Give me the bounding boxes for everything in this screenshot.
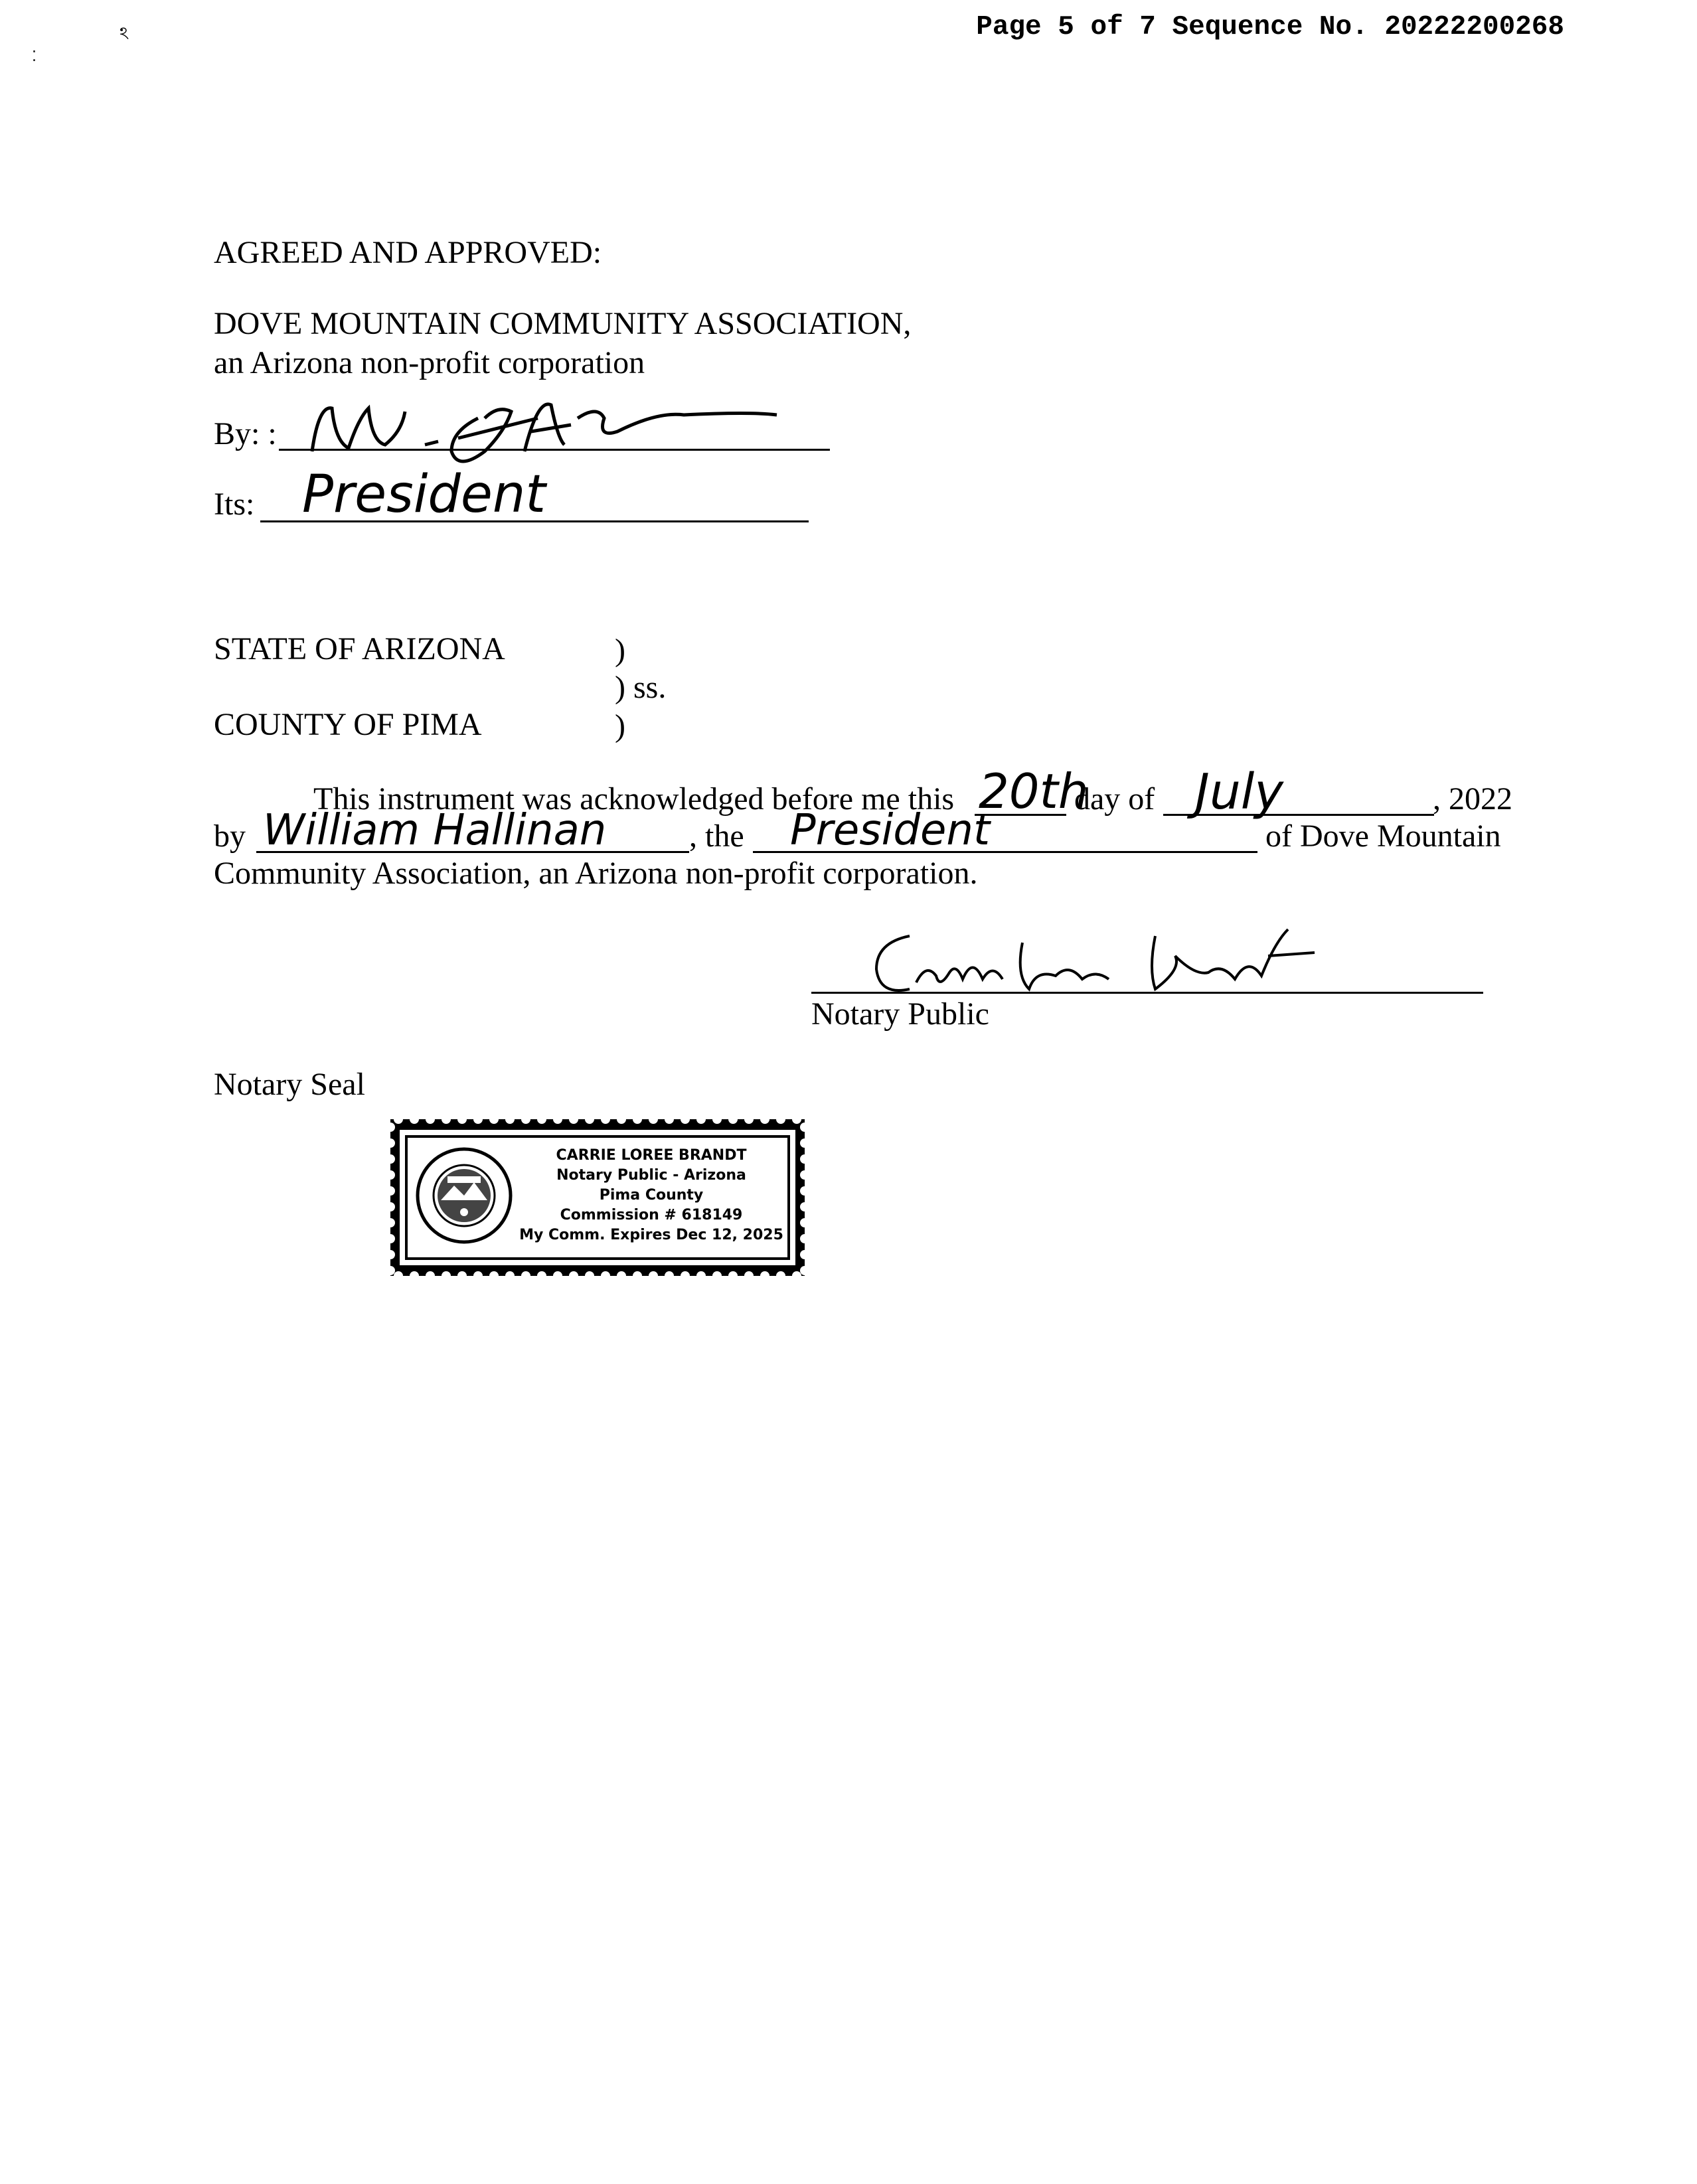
stamp-scallop xyxy=(473,1115,483,1124)
entity-type: an Arizona non-profit corporation xyxy=(214,345,645,380)
notary-stamp xyxy=(390,1119,805,1276)
county-line: COUNTY OF PIMA xyxy=(214,707,482,742)
stamp-scallop xyxy=(457,1115,467,1124)
scan-speck: ঽ xyxy=(120,24,129,43)
stamp-scallop xyxy=(681,1271,690,1281)
stamp-scallop xyxy=(744,1115,754,1124)
stamp-scallop xyxy=(553,1115,562,1124)
stamp-scallop xyxy=(386,1202,395,1211)
stamp-scallop xyxy=(386,1250,395,1259)
stamp-scallop xyxy=(649,1271,658,1281)
stamp-scallop xyxy=(800,1266,809,1275)
stamp-scallop xyxy=(489,1115,499,1124)
stamp-scallop xyxy=(601,1115,610,1124)
stamp-scallop xyxy=(617,1115,626,1124)
stamp-scallop xyxy=(473,1271,483,1281)
stamp-scallop xyxy=(521,1115,530,1124)
stamp-scallop xyxy=(712,1115,722,1124)
stamp-scallop xyxy=(760,1115,769,1124)
stamp-scallop xyxy=(649,1115,658,1124)
stamp-expiration: My Comm. Expires Dec 12, 2025 xyxy=(519,1227,783,1243)
stamp-scallop xyxy=(386,1266,395,1275)
month-value-handwritten: July xyxy=(1195,763,1284,820)
stamp-scallop xyxy=(728,1115,738,1124)
page-sequence-header: Page 5 of 7 Sequence No. 20222200268 xyxy=(976,12,1564,42)
president-signature xyxy=(285,378,790,478)
stamp-scallop xyxy=(585,1271,594,1281)
stamp-scallop xyxy=(800,1250,809,1259)
state-line: STATE OF ARIZONA xyxy=(214,631,505,666)
by-label: By: : xyxy=(214,416,277,451)
stamp-scallop xyxy=(537,1115,546,1124)
ack-the: , the xyxy=(689,819,744,854)
ack-year: , 2022 xyxy=(1433,781,1512,817)
stamp-scallop xyxy=(521,1271,530,1281)
stamp-scallop xyxy=(665,1115,674,1124)
stamp-scallop xyxy=(410,1115,419,1124)
stamp-scallop xyxy=(386,1186,395,1196)
stamp-scallop xyxy=(569,1271,578,1281)
stamp-scallop xyxy=(776,1115,785,1124)
venue-ss: ) ss. xyxy=(615,670,667,705)
stamp-scallop xyxy=(386,1123,395,1132)
stamp-scallop xyxy=(505,1115,515,1124)
stamp-scallop xyxy=(617,1271,626,1281)
stamp-name: CARRIE LOREE BRANDT xyxy=(556,1147,747,1164)
stamp-scallop xyxy=(633,1115,642,1124)
stamp-scallop xyxy=(665,1271,674,1281)
scan-speck: ⁚ xyxy=(32,48,37,64)
stamp-scallop xyxy=(426,1271,435,1281)
person-value-handwritten: William Hallinan xyxy=(263,806,607,855)
ack-text-1: This instrument was acknowledged before me this xyxy=(313,781,955,817)
stamp-scallop xyxy=(457,1271,467,1281)
stamp-text-block xyxy=(515,1146,787,1245)
stamp-scallop xyxy=(744,1271,754,1281)
stamp-scallop xyxy=(386,1138,395,1148)
stamp-scallop xyxy=(800,1170,809,1180)
stamp-scallop xyxy=(800,1138,809,1148)
stamp-scallop xyxy=(792,1271,801,1281)
stamp-scallop xyxy=(792,1115,801,1124)
stamp-scallop xyxy=(800,1218,809,1227)
stamp-scallop xyxy=(489,1271,499,1281)
stamp-scallop xyxy=(728,1271,738,1281)
its-value-handwritten: President xyxy=(302,465,546,524)
stamp-scallop xyxy=(696,1115,706,1124)
notary-public-label: Notary Public xyxy=(811,996,989,1032)
stamp-scallop xyxy=(800,1123,809,1132)
stamp-scallop xyxy=(585,1115,594,1124)
stamp-scallop xyxy=(800,1202,809,1211)
stamp-scallop xyxy=(426,1115,435,1124)
stamp-scallop xyxy=(537,1271,546,1281)
stamp-scallop xyxy=(386,1234,395,1243)
stamp-scallop xyxy=(386,1218,395,1227)
entity-name: DOVE MOUNTAIN COMMUNITY ASSOCIATION, xyxy=(214,306,912,341)
stamp-scallop xyxy=(386,1170,395,1180)
stamp-scallop xyxy=(760,1271,769,1281)
venue-paren: ) xyxy=(615,708,625,743)
stamp-scallop xyxy=(776,1271,785,1281)
stamp-scallop xyxy=(442,1271,451,1281)
ack-by: by xyxy=(214,819,246,854)
ack-text-2: day of xyxy=(1074,781,1155,817)
stamp-scallop xyxy=(800,1186,809,1196)
stamp-scallop xyxy=(800,1154,809,1164)
stamp-title: Notary Public - Arizona xyxy=(556,1167,746,1184)
stamp-scallop xyxy=(442,1115,451,1124)
ack-of: of Dove Mountain xyxy=(1265,819,1501,854)
its-label: Its: xyxy=(214,487,255,522)
stamp-scallop xyxy=(601,1271,610,1281)
stamp-scallop xyxy=(553,1271,562,1281)
stamp-scallop xyxy=(696,1271,706,1281)
stamp-scallop xyxy=(505,1271,515,1281)
stamp-scallop xyxy=(800,1234,809,1243)
stamp-county: Pima County xyxy=(599,1187,704,1204)
stamp-scallop xyxy=(681,1115,690,1124)
venue-paren: ) xyxy=(615,633,625,668)
state-seal xyxy=(414,1146,514,1245)
ack-line-3: Community Association, an Arizona non-profit corporation. xyxy=(214,856,978,891)
stamp-scallop xyxy=(394,1115,403,1124)
stamp-scallop xyxy=(394,1271,403,1281)
role-value-handwritten: President xyxy=(790,806,991,855)
stamp-scallop xyxy=(712,1271,722,1281)
approval-heading: AGREED AND APPROVED: xyxy=(214,235,602,270)
stamp-commission: Commission # 618149 xyxy=(560,1207,743,1223)
stamp-scallop xyxy=(386,1154,395,1164)
stamp-scallop xyxy=(633,1271,642,1281)
stamp-scallop xyxy=(569,1115,578,1124)
stamp-scallop xyxy=(410,1271,419,1281)
notary-signature xyxy=(863,916,1341,1002)
notary-seal-label: Notary Seal xyxy=(214,1067,365,1102)
day-value-handwritten: 20th xyxy=(979,763,1089,819)
